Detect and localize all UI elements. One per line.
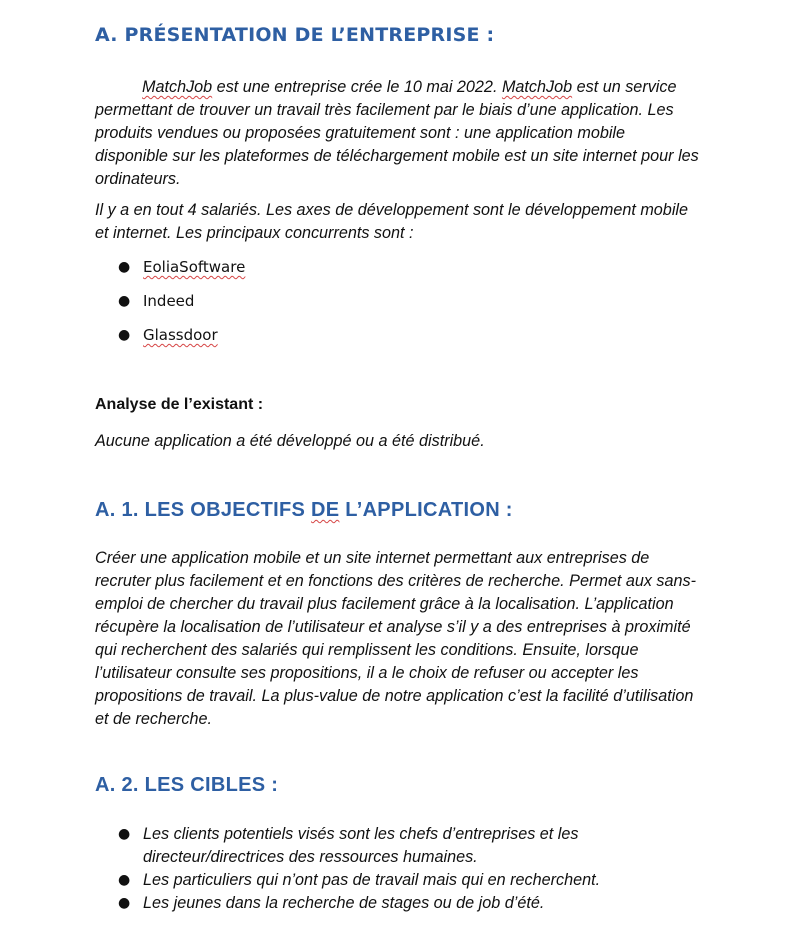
competitor-name: Indeed bbox=[143, 292, 195, 310]
bullet-icon: ● bbox=[118, 327, 131, 343]
list-item bbox=[118, 256, 245, 290]
target-text: Les particuliers qui n’ont pas de travail mais qui en recherchent. bbox=[143, 871, 601, 889]
target-text: Les jeunes dans la recherche de stages ou de job d’été. bbox=[143, 894, 545, 912]
list-item bbox=[118, 324, 245, 358]
list-item bbox=[118, 892, 698, 915]
bullet-icon: ● bbox=[118, 872, 131, 888]
brand-name: MatchJob bbox=[501, 78, 573, 96]
list-item bbox=[118, 869, 698, 892]
analysis-text: Aucune application a été développé ou a été distribué. bbox=[95, 432, 485, 450]
bullet-icon: ● bbox=[118, 895, 131, 911]
company-staff-paragraph: Il y a en tout 4 salariés. Les axes de développement sont le développement mobile et internet. Les principaux concurrents sont : bbox=[95, 201, 689, 242]
competitor-name: EoliaSoftware bbox=[143, 258, 246, 276]
bullet-icon: ● bbox=[118, 259, 131, 275]
section-a2-title: A. 2. LES CIBLES : bbox=[95, 774, 279, 796]
section-a1-title: A. 1. LES OBJECTIFS DE L’APPLICATION : bbox=[95, 499, 513, 521]
bullet-icon: ● bbox=[118, 826, 131, 842]
list-item bbox=[118, 823, 698, 869]
brand-name: MatchJob bbox=[142, 78, 213, 96]
company-presentation-paragraph: MatchJob est une entreprise crée le 10 mai 2022. MatchJob est un service permettant de trouver un travail très facilement par le biais d’une application. Les produits vendues ou proposées gratuitement sont : une application mobile disponible sur les plateformes de téléchargement mobile est un site internet pour les ordinateurs. bbox=[95, 78, 699, 188]
competitors-list bbox=[118, 256, 245, 358]
section-a-title: A. PRÉSENTATION DE L’ENTREPRISE : bbox=[95, 24, 495, 46]
objectives-paragraph: Créer une application mobile et un site internet permettant aux entreprises de recruter plus facilement et en fonctions des critères de recherche. Permet aux sans-emploi de chercher du travail plus facilement grâce à la localisation. L’application récupère la localisation de l’utilisateur et analyse s’il y a des entreprises à proximité qui recherchent des salariés qui remplissent les conditions. Ensuite, lorsque l’utilisateur consulte ses propositions, il a le choix de refuser ou accepter les propositions de travail. La plus-value de notre application c’est la facilité d’utilisation et de recherche. bbox=[95, 549, 697, 728]
competitor-name: Glassdoor bbox=[143, 326, 218, 344]
targets-list bbox=[118, 823, 698, 915]
bullet-icon: ● bbox=[118, 293, 131, 309]
list-item bbox=[118, 290, 245, 324]
target-text: Les clients potentiels visés sont les chefs d’entreprises et les directeur/directrices des ressources humaines. bbox=[143, 825, 579, 866]
analysis-label: Analyse de l’existant : bbox=[95, 396, 264, 413]
